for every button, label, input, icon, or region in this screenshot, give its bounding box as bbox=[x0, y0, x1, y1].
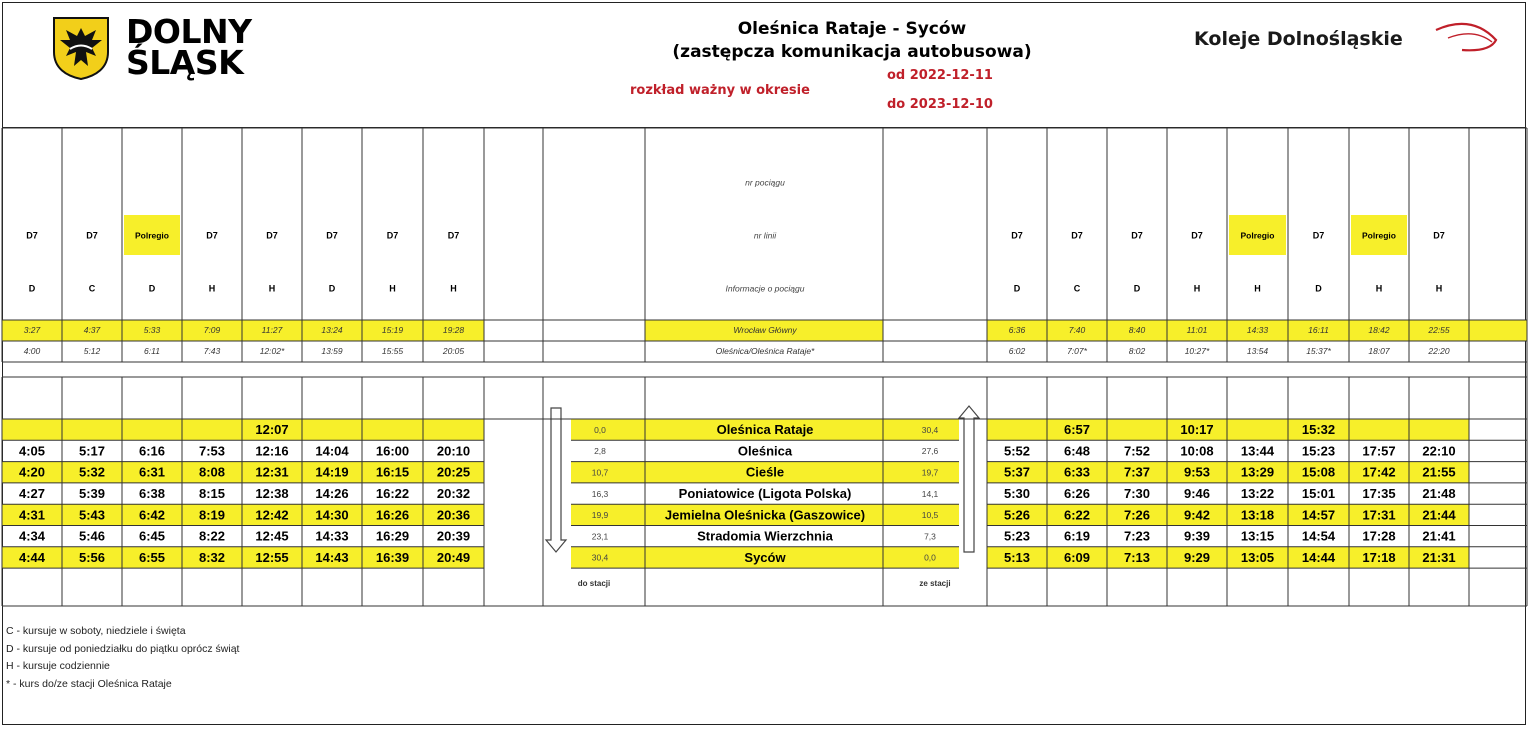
line-number-cell: D7 bbox=[1131, 230, 1143, 241]
departure-time: 20:49 bbox=[436, 549, 471, 565]
departure-time: 8:22 bbox=[198, 528, 226, 544]
stop-row-highlight bbox=[987, 504, 1469, 525]
line-number-cell: Polregio bbox=[1361, 230, 1397, 241]
footnotes bbox=[6, 623, 239, 693]
connection-time: 16:11 bbox=[1308, 324, 1329, 335]
train-info-cell: H bbox=[389, 283, 396, 294]
line-number-cell: D7 bbox=[86, 230, 98, 241]
departure-time: 17:31 bbox=[1362, 507, 1396, 523]
departure-time: 6:45 bbox=[138, 528, 166, 544]
departure-time: 20:36 bbox=[436, 507, 471, 523]
departure-time: 20:25 bbox=[436, 464, 471, 480]
departure-time: 21:55 bbox=[1422, 464, 1456, 480]
departure-time: 17:57 bbox=[1362, 443, 1396, 459]
train-info-cell: C bbox=[88, 283, 96, 294]
train-info-cell: H bbox=[450, 283, 457, 294]
departure-time: 15:32 bbox=[1301, 422, 1336, 438]
connection-time: 5:12 bbox=[83, 345, 101, 356]
line-number-cell: D7 bbox=[326, 230, 338, 241]
logo-wordmark: DOLNY ŚLĄSK bbox=[126, 12, 252, 82]
departure-time: 20:10 bbox=[436, 443, 471, 459]
station-name: Syców bbox=[744, 549, 786, 565]
departure-time: 5:32 bbox=[78, 464, 106, 480]
train-info-cell: H bbox=[268, 283, 276, 294]
connection-time: 12:02* bbox=[259, 345, 285, 356]
km-label: do stacji bbox=[577, 579, 611, 589]
stop-row-highlight bbox=[987, 419, 1469, 440]
departure-time: 21:41 bbox=[1422, 528, 1456, 544]
departure-time: 17:18 bbox=[1362, 549, 1396, 565]
departure-time: 6:26 bbox=[1063, 485, 1091, 501]
departure-time: 4:27 bbox=[18, 485, 46, 501]
departure-time: 15:01 bbox=[1301, 485, 1336, 501]
stop-row-highlight bbox=[2, 419, 484, 440]
km-label: ze stacji bbox=[919, 579, 951, 589]
km-distance: 7,3 bbox=[924, 531, 936, 542]
departure-time: 16:22 bbox=[375, 485, 410, 501]
km-distance: 30,4 bbox=[591, 552, 609, 563]
station-name: Cieśle bbox=[745, 464, 785, 480]
stop-row-highlight bbox=[987, 462, 1469, 483]
train-info-cell: D bbox=[328, 283, 336, 294]
departure-time: 14:54 bbox=[1301, 528, 1336, 544]
train-info-cell: D bbox=[1013, 283, 1021, 294]
km-distance: 23,1 bbox=[591, 531, 609, 542]
departure-time: 7:13 bbox=[1123, 549, 1151, 565]
station-name: Oleśnica Rataje bbox=[716, 422, 814, 438]
departure-time: 8:19 bbox=[198, 507, 226, 523]
stop-row-highlight bbox=[571, 419, 645, 440]
departure-time: 7:53 bbox=[198, 443, 226, 459]
connection-time: 15:19 bbox=[381, 324, 404, 335]
connection-time: 11:01 bbox=[1186, 324, 1208, 335]
departure-time: 14:33 bbox=[315, 528, 349, 544]
departure-time: 7:23 bbox=[1123, 528, 1151, 544]
connection-time: 11:27 bbox=[261, 324, 283, 335]
operator-name: Koleje Dolnośląskie bbox=[1194, 28, 1403, 50]
connection-station: Wrocław Główny bbox=[733, 324, 797, 335]
departure-time: 5:26 bbox=[1003, 507, 1031, 523]
departure-time: 17:42 bbox=[1362, 464, 1396, 480]
km-distance: 19,7 bbox=[921, 467, 939, 478]
center-header-label: nr linii bbox=[753, 230, 777, 241]
departure-time: 6:16 bbox=[138, 443, 166, 459]
connection-time: 8:02 bbox=[1128, 345, 1146, 356]
km-distance: 0,0 bbox=[594, 424, 606, 435]
stop-row-highlight bbox=[2, 504, 484, 525]
footnote: H - kursuje codziennie bbox=[6, 660, 110, 672]
connection-time: 5:33 bbox=[143, 324, 161, 335]
departure-time: 8:15 bbox=[198, 485, 226, 501]
departure-time: 4:44 bbox=[18, 549, 46, 565]
departure-time: 14:30 bbox=[315, 507, 349, 523]
departure-time: 12:31 bbox=[255, 464, 289, 480]
date-from: od 2022-12-11 bbox=[887, 68, 993, 83]
departure-time: 8:32 bbox=[198, 549, 226, 565]
station-name: Stradomia Wierzchnia bbox=[697, 528, 833, 544]
line-number-cell: D7 bbox=[1433, 230, 1445, 241]
km-distance: 16,3 bbox=[591, 488, 609, 499]
train-info-cell: H bbox=[208, 283, 216, 294]
connection-time: 19:28 bbox=[442, 324, 465, 335]
connection-time: 14:33 bbox=[1246, 324, 1269, 335]
line-number-cell: D7 bbox=[386, 230, 399, 241]
departure-time: 6:33 bbox=[1063, 464, 1091, 480]
direction-up-arrow-icon bbox=[959, 406, 979, 552]
connection-time: 20:05 bbox=[442, 345, 465, 356]
connection-time: 6:11 bbox=[144, 345, 160, 356]
departure-time: 4:31 bbox=[18, 507, 46, 523]
departure-time: 22:10 bbox=[1422, 443, 1456, 459]
line-number-cell: D7 bbox=[26, 230, 38, 241]
departure-time: 16:15 bbox=[375, 464, 410, 480]
train-info-cell: D bbox=[1133, 283, 1141, 294]
departure-time: 21:48 bbox=[1422, 485, 1456, 501]
line-number-cell: D7 bbox=[447, 230, 460, 241]
departure-time: 13:29 bbox=[1240, 464, 1275, 480]
departure-time: 6:48 bbox=[1063, 443, 1091, 459]
departure-time: 5:39 bbox=[78, 485, 106, 501]
departure-time: 12:16 bbox=[255, 443, 289, 459]
connection-time: 18:07 bbox=[1368, 345, 1390, 356]
departure-time: 17:35 bbox=[1362, 485, 1396, 501]
footnote: D - kursuje od poniedziałku do piątku oprócz świąt bbox=[6, 642, 240, 655]
center-header-label: nr pociągu bbox=[745, 177, 785, 188]
departure-time: 9:29 bbox=[1183, 549, 1211, 565]
km-distance: 14,1 bbox=[921, 488, 939, 499]
departure-time: 12:55 bbox=[255, 549, 289, 565]
departure-time: 15:08 bbox=[1301, 464, 1336, 480]
departure-time: 5:17 bbox=[78, 443, 106, 459]
departure-time: 12:42 bbox=[255, 507, 289, 523]
connection-time: 7:43 bbox=[203, 345, 221, 356]
connection-time: 22:20 bbox=[1428, 345, 1450, 356]
departure-time: 12:07 bbox=[255, 422, 289, 438]
departure-time: 5:13 bbox=[1003, 549, 1031, 565]
departure-time: 6:19 bbox=[1063, 528, 1091, 544]
connection-time: 7:09 bbox=[203, 324, 221, 335]
connection-time: 13:24 bbox=[321, 324, 343, 335]
line-number-cell: D7 bbox=[1312, 230, 1325, 241]
departure-time: 21:44 bbox=[1422, 507, 1456, 523]
departure-time: 13:22 bbox=[1240, 485, 1275, 501]
km-distance: 10,7 bbox=[591, 467, 609, 478]
departure-time: 5:30 bbox=[1003, 485, 1031, 501]
departure-time: 9:46 bbox=[1183, 485, 1211, 501]
km-distance: 10,5 bbox=[921, 510, 939, 521]
departure-time: 7:26 bbox=[1123, 507, 1151, 523]
departure-time: 14:19 bbox=[315, 464, 349, 480]
departure-time: 13:44 bbox=[1240, 443, 1275, 459]
departure-time: 5:46 bbox=[78, 528, 106, 544]
departure-time: 14:26 bbox=[315, 485, 349, 501]
km-distance: 19,9 bbox=[591, 510, 609, 521]
km-distance: 30,4 bbox=[921, 424, 939, 435]
connection-time: 6:36 bbox=[1008, 324, 1026, 335]
departure-time: 12:38 bbox=[255, 485, 289, 501]
line-number-cell: D7 bbox=[206, 230, 218, 241]
departure-time: 20:32 bbox=[436, 485, 471, 501]
line-number-cell: Polregio bbox=[1240, 230, 1275, 241]
direction-down-arrow-icon bbox=[546, 408, 566, 552]
departure-time: 10:08 bbox=[1180, 443, 1214, 459]
departure-time: 14:44 bbox=[1301, 549, 1336, 565]
train-info-cell: D bbox=[28, 283, 36, 294]
departure-time: 6:09 bbox=[1063, 549, 1091, 565]
departure-time: 7:52 bbox=[1123, 443, 1151, 459]
connection-time: 7:40 bbox=[1068, 324, 1086, 335]
line-number-cell: D7 bbox=[1071, 230, 1083, 241]
km-distance: 2,8 bbox=[594, 446, 606, 457]
station-name: Jemielna Oleśnicka (Gaszowice) bbox=[664, 507, 866, 523]
center-header-label: Informacje o pociągu bbox=[725, 283, 805, 294]
stop-row-highlight bbox=[2, 547, 484, 568]
connection-time: 7:07* bbox=[1067, 345, 1087, 356]
line-number-cell: Polregio bbox=[134, 230, 170, 241]
departure-time: 13:15 bbox=[1240, 528, 1275, 544]
departure-time: 7:30 bbox=[1123, 485, 1151, 501]
departure-time: 4:20 bbox=[18, 464, 46, 480]
footnote: C - kursuje w soboty, niedziele i święta bbox=[6, 625, 186, 637]
page-title: Oleśnica Rataje - Syców (zastępcza komunikacja autobusowa) bbox=[672, 19, 1032, 62]
km-distance: 0,0 bbox=[924, 552, 936, 563]
connection-time: 18:42 bbox=[1368, 324, 1390, 335]
stop-row-highlight bbox=[987, 547, 1469, 568]
departure-time: 8:08 bbox=[198, 464, 226, 480]
train-info-cell: H bbox=[1193, 283, 1201, 294]
departure-time: 10:17 bbox=[1180, 422, 1214, 438]
departure-time: 6:55 bbox=[138, 549, 166, 565]
departure-time: 16:00 bbox=[375, 443, 410, 459]
departure-time: 4:05 bbox=[18, 443, 46, 459]
station-name: Poniatowice (Ligota Polska) bbox=[678, 485, 852, 501]
departure-time: 6:57 bbox=[1063, 422, 1091, 438]
departure-time: 13:18 bbox=[1240, 507, 1275, 523]
departure-time: 20:39 bbox=[436, 528, 471, 544]
validity-label: rozkład ważny w okresie bbox=[630, 83, 810, 98]
departure-time: 16:26 bbox=[375, 507, 410, 523]
departure-time: 7:37 bbox=[1123, 464, 1151, 480]
connection-row-highlight bbox=[2, 320, 484, 341]
departure-time: 6:31 bbox=[138, 464, 166, 480]
departure-time: 21:31 bbox=[1422, 549, 1456, 565]
connection-time: 13:59 bbox=[321, 345, 343, 356]
km-distance: 27,6 bbox=[921, 446, 939, 457]
connection-time: 13:54 bbox=[1246, 345, 1269, 356]
departure-time: 16:29 bbox=[375, 528, 410, 544]
connection-time: 10:27* bbox=[1184, 345, 1210, 356]
connection-time: 8:40 bbox=[1128, 324, 1146, 335]
train-info-cell: H bbox=[1375, 283, 1383, 294]
departure-time: 5:23 bbox=[1003, 528, 1031, 544]
departure-time: 5:56 bbox=[78, 549, 106, 565]
departure-time: 6:42 bbox=[138, 507, 166, 523]
connection-time: 4:00 bbox=[23, 345, 41, 356]
departure-time: 9:42 bbox=[1183, 507, 1211, 523]
connection-time: 15:55 bbox=[381, 345, 404, 356]
train-info-cell: H bbox=[1254, 283, 1261, 294]
train-info-cell: D bbox=[148, 283, 156, 294]
line-number-cell: D7 bbox=[1191, 230, 1203, 241]
departure-time: 13:05 bbox=[1240, 549, 1275, 565]
departure-time: 12:45 bbox=[255, 528, 289, 544]
departure-time: 4:34 bbox=[18, 528, 46, 544]
line-number-cell: D7 bbox=[1011, 230, 1023, 241]
departure-time: 17:28 bbox=[1362, 528, 1396, 544]
departure-time: 5:52 bbox=[1003, 443, 1031, 459]
departure-time: 15:23 bbox=[1301, 443, 1336, 459]
date-to: do 2023-12-10 bbox=[887, 97, 993, 112]
station-name: Oleśnica bbox=[737, 443, 793, 459]
connection-time: 6:02 bbox=[1008, 345, 1026, 356]
departure-time: 16:39 bbox=[375, 549, 410, 565]
connection-time: 15:37* bbox=[1306, 345, 1331, 356]
departure-time: 6:38 bbox=[138, 485, 166, 501]
connection-time: 3:27 bbox=[23, 324, 41, 335]
train-info-cell: H bbox=[1435, 283, 1443, 294]
departure-time: 14:04 bbox=[315, 443, 349, 459]
departure-time: 14:43 bbox=[315, 549, 349, 565]
footnote: * - kurs do/ze stacji Oleśnica Rataje bbox=[6, 677, 172, 690]
line-number-cell: D7 bbox=[266, 230, 278, 241]
departure-time: 9:39 bbox=[1183, 528, 1211, 544]
stop-row-highlight bbox=[2, 462, 484, 483]
departure-time: 9:53 bbox=[1183, 464, 1211, 480]
connection-station: Oleśnica/Oleśnica Rataje* bbox=[715, 345, 815, 356]
stop-row-highlight bbox=[883, 547, 959, 568]
departure-time: 14:57 bbox=[1301, 507, 1336, 523]
departure-time: 5:37 bbox=[1003, 464, 1031, 480]
connection-time: 22:55 bbox=[1428, 324, 1450, 335]
departure-time: 5:43 bbox=[78, 507, 106, 523]
departure-time: 6:22 bbox=[1063, 507, 1091, 523]
connection-time: 4:37 bbox=[83, 324, 101, 335]
train-info-cell: D bbox=[1315, 283, 1322, 294]
train-info-cell: C bbox=[1073, 283, 1081, 294]
